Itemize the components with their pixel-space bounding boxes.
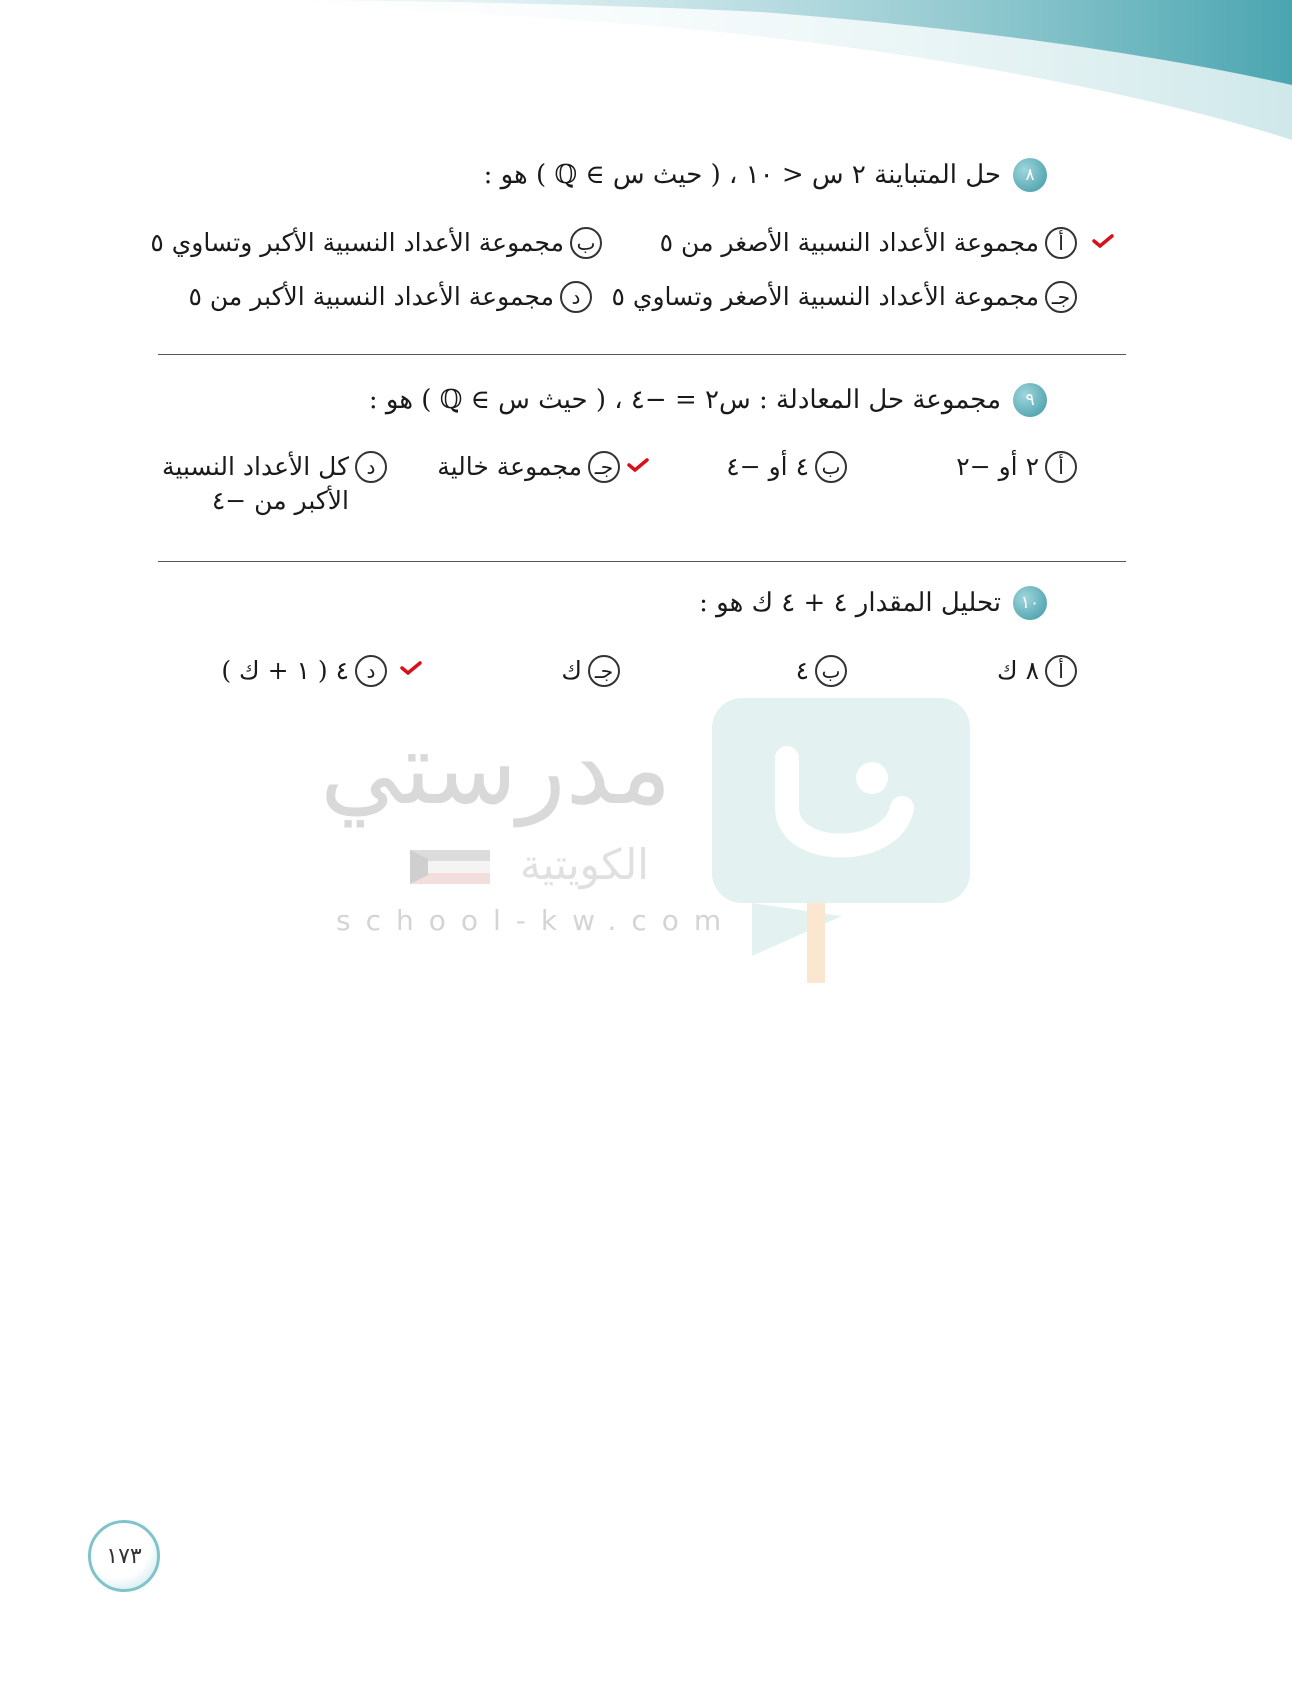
question-9-option-c[interactable] <box>437 450 620 484</box>
option-letter: ب <box>570 227 602 259</box>
option-text: ٨ ك <box>997 656 1039 685</box>
option-letter: د <box>355 655 387 687</box>
question-10-option-d[interactable] <box>221 654 387 688</box>
check-mark-icon <box>627 457 649 473</box>
check-mark-icon <box>400 660 422 676</box>
option-letter: أ <box>1045 227 1077 259</box>
header-decoration <box>0 0 1292 150</box>
option-text: ٢ أو −٢ <box>956 452 1039 481</box>
option-text: ٤ ( ١ + ك ) <box>221 656 349 685</box>
school-kw-logo-icon <box>712 698 972 988</box>
question-number-badge: ٨ <box>1013 158 1047 192</box>
question-10-option-b[interactable] <box>796 654 847 688</box>
question-9-option-a[interactable] <box>956 450 1077 484</box>
question-prompt: تحليل المقدار ٤ + ٤ ك هو : <box>699 588 1001 618</box>
option-letter: أ <box>1045 655 1077 687</box>
question-8-prompt-row <box>484 158 1047 192</box>
option-letter: ب <box>815 655 847 687</box>
question-prompt: حل المتباينة ٢ س < ١٠ ، ( حيث س ∋ ℚ ) هو : <box>483 160 1001 190</box>
option-text: مجموعة الأعداد النسبية الأكبر من ٥ <box>188 282 554 311</box>
option-text: مجموعة الأعداد النسبية الأصغر وتساوي ٥ <box>611 282 1039 311</box>
option-text: مجموعة خالية <box>437 452 582 481</box>
check-mark-icon <box>1092 233 1114 249</box>
option-letter: جـ <box>1045 281 1077 313</box>
question-number-badge: ١٠ <box>1013 586 1047 620</box>
question-10-option-c[interactable] <box>561 654 620 688</box>
option-letter: د <box>560 281 592 313</box>
question-9-prompt-row <box>369 383 1047 417</box>
question-8-option-c[interactable] <box>612 280 1078 314</box>
question-9-option-d[interactable] <box>162 450 387 518</box>
option-letter: جـ <box>588 451 620 483</box>
question-10-prompt-row <box>699 586 1047 620</box>
question-number-badge: ٩ <box>1013 383 1047 417</box>
watermark-url: school-kw.com <box>336 904 737 937</box>
divider <box>158 561 1126 562</box>
option-text-line: كل الأعداد النسبية <box>162 452 349 481</box>
question-8-option-b[interactable] <box>150 226 602 260</box>
question-prompt: مجموعة حل المعادلة : س٢ = −٤ ، ( حيث س ∋ ℚ ) هو : <box>368 385 1001 415</box>
question-8-option-d[interactable] <box>189 280 592 314</box>
kuwait-flag-icon <box>410 850 490 884</box>
option-text-line: الأكبر من −٤ <box>211 486 349 515</box>
option-letter: جـ <box>588 655 620 687</box>
question-10-option-a[interactable] <box>997 654 1077 688</box>
option-text: ٤ أو −٤ <box>726 452 809 481</box>
option-letter: د <box>355 451 387 483</box>
watermark-title: مدرستي <box>320 710 672 827</box>
page-number: ١٧٣ <box>88 1520 160 1592</box>
option-text: ٤ <box>795 656 809 685</box>
option-letter: أ <box>1045 451 1077 483</box>
option-text: مجموعة الأعداد النسبية الأكبر وتساوي ٥ <box>150 228 564 257</box>
option-text: ك <box>561 656 582 685</box>
option-letter: ب <box>815 451 847 483</box>
option-text: مجموعة الأعداد النسبية الأصغر من ٥ <box>659 228 1039 257</box>
option-text-multiline <box>162 450 349 518</box>
divider <box>158 354 1126 355</box>
watermark-subtitle: الكويتية <box>520 840 649 889</box>
question-9-option-b[interactable] <box>726 450 847 484</box>
question-8-option-a[interactable] <box>660 226 1077 260</box>
